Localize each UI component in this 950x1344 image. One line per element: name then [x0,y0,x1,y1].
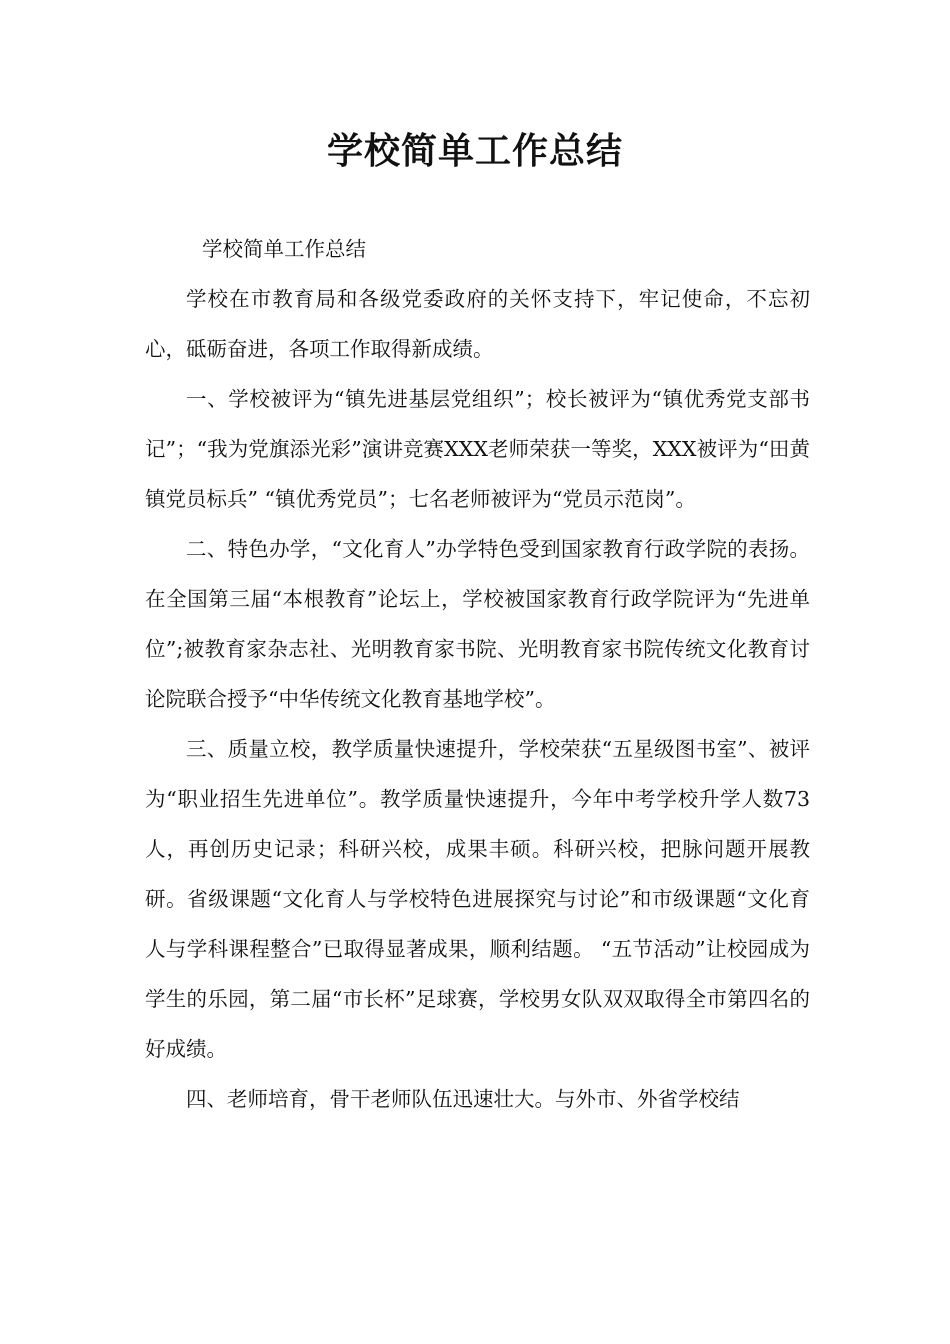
document-subtitle: 学校简单工作总结 [202,237,366,261]
paragraph-section-1: 一、学校被评为“镇先进基层党组织”；校长被评为“镇优秀党支部书记”；“我为党旗添光彩”演讲竞赛XXX老师荣获一等奖，XXX被评为“田黄镇党员标兵” “镇优秀党员”；七名老师被评为“党员示范岗”。 [145,387,810,511]
paragraph-section-2: 二、特色办学，“文化育人”办学特色受到国家教育行政学院的表扬。在全国第三届“本根教育”论坛上，学校被国家教育行政学院评为“先进单位”;被教育家杂志社、光明教育家书院、光明教育家书院传统文化教育讨论院联合授予“中华传统文化教育基地学校”。 [145,537,810,711]
document-body [145,224,810,1124]
paragraph-section-3: 三、质量立校，教学质量快速提升，学校荣获“五星级图书室”、被评为“职业招生先进单位”。教学质量快速提升，今年中考学校升学人数73人，再创历史记录；科研兴校，成果丰硕。科研兴校，把脉问题开展教研。省级课题“文化育人与学校特色进展探究与讨论”和市级课题“文化育人与学科课程整合”已取得显著成果，顺利结题。 “五节活动”让校园成为学生的乐园，第二届“市长杯”足球赛，学校男女队双双取得全市第四名的好成绩。 [145,737,810,1061]
paragraph-section-4: 四、老师培育，骨干老师队伍迅速壮大。与外市、外省学校结 [186,1087,740,1111]
paragraph-intro: 学校在市教育局和各级党委政府的关怀支持下，牢记使命，不忘初心，砥砺奋进，各项工作取得新成绩。 [145,287,810,361]
document-title: 学校简单工作总结 [326,131,623,172]
